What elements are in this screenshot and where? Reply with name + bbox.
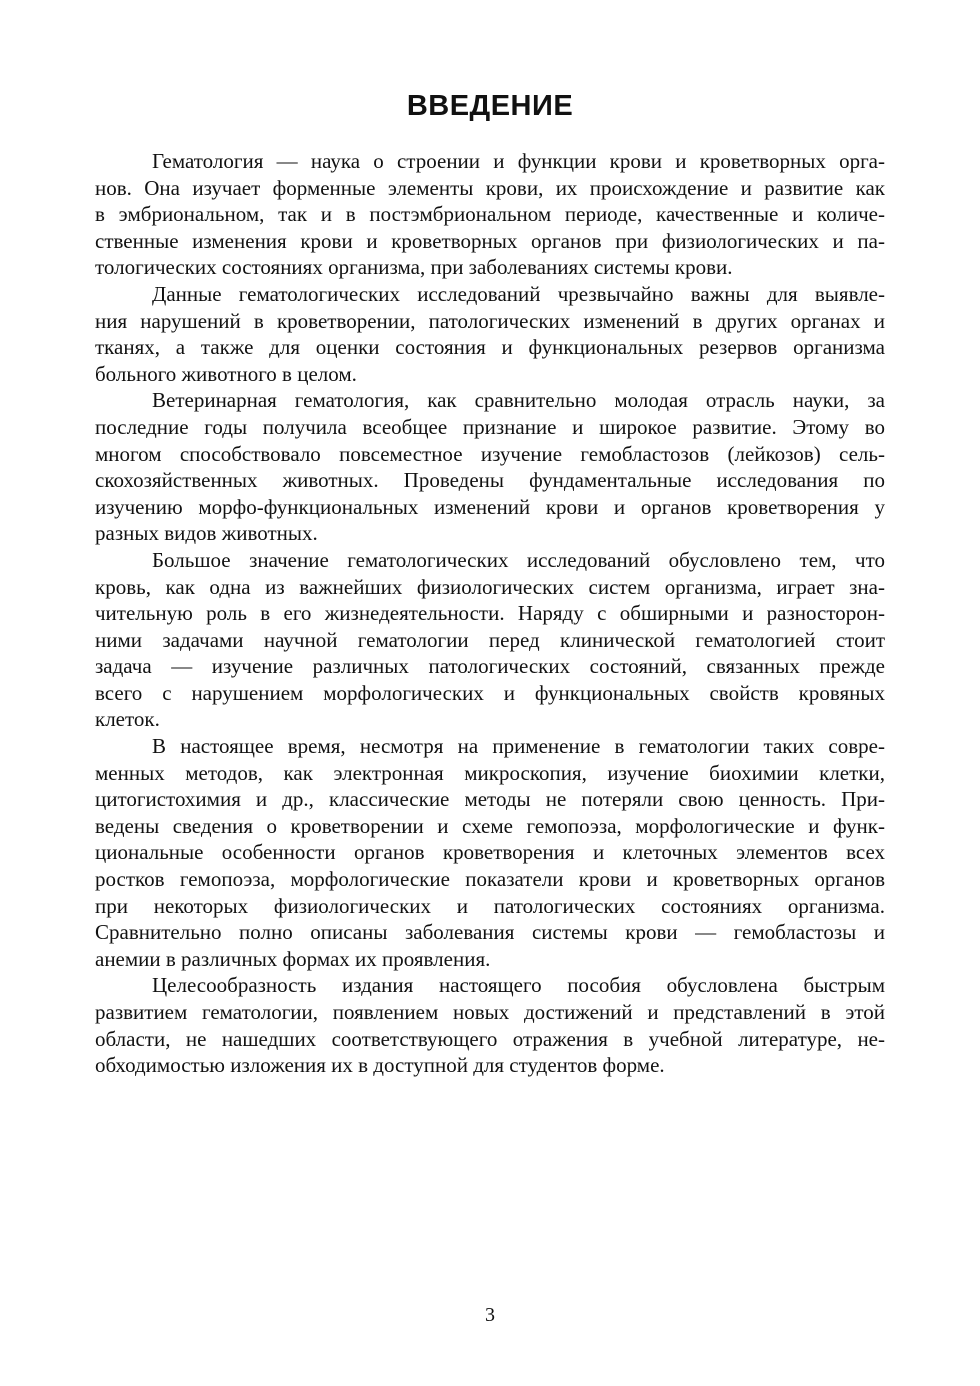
text-line: развитием гематологии, появлением новых достижений и представлений в этой	[95, 1000, 885, 1024]
page-number: 3	[485, 1304, 495, 1326]
text-line: больного животного в целом.	[95, 361, 357, 386]
text-line: нов. Она изучает форменные элементы крови, их происхождение и развитие как	[95, 175, 885, 200]
text-line: клеток.	[95, 707, 160, 732]
text-line: В настоящее время, несмотря на применение в гематологии таких совре-	[152, 734, 885, 759]
text-line: анемии в различных формах их проявления.	[95, 946, 491, 971]
text-line: Ветеринарная гематология, как сравнительно молодая отрасль науки, за	[152, 388, 885, 413]
text-line: цитогистохимия и др., классические методы не потеряли свою ценность. При-	[95, 787, 885, 812]
paragraph	[95, 972, 885, 1078]
text-line: кровь, как одна из важнейших физиологических систем организма, играет зна-	[95, 574, 885, 599]
text-line: Большое значение гематологических исследований обусловлено тем, что	[152, 547, 885, 572]
text-line: тканях, а также для оценки состояния и функциональных резервов организма	[95, 335, 885, 360]
paragraph	[95, 387, 885, 547]
text-line: изучению морфо-функциональных изменений крови и органов кроветворения у	[95, 494, 885, 519]
text-line: тологических состояниях организма, при заболеваниях системы крови.	[95, 255, 733, 280]
body-text	[95, 148, 885, 1079]
text-line: разных видов животных.	[95, 521, 318, 546]
text-line: ния нарушений в кроветворении, патологических изменений в других органах и	[95, 308, 885, 333]
text-line: Гематология — наука о строении и функции крови и кроветворных орга-	[152, 149, 885, 173]
text-line: всего с нарушением морфологических и функциональных свойств кровяных	[95, 680, 885, 705]
text-line: циональные особенности органов кроветворения и клеточных элементов всех	[95, 840, 885, 865]
text-line: ними задачами научной гематологии перед клинической гематологией стоит	[95, 627, 885, 652]
text-line: Сравнительно полно описаны заболевания системы крови — гемобластозы и	[95, 920, 885, 945]
paragraph	[95, 148, 885, 281]
text-line: ственные изменения крови и кроветворных органов при физиологических и па-	[95, 228, 885, 253]
text-line: многом способствовало повсеместное изучение гемобластозов (лейкозов) сель-	[95, 441, 885, 466]
text-line: менных методов, как электронная микроскопия, изучение биохимии клетки,	[95, 760, 885, 785]
paragraph	[95, 547, 885, 733]
text-line: Целесообразность издания настоящего пособия обусловлена быстрым	[152, 973, 885, 998]
paragraph	[95, 733, 885, 972]
text-line: обходимостью изложения их в доступной для студентов форме.	[95, 1053, 665, 1078]
text-line: последние годы получила всеобщее признание и широкое развитие. Этому во	[95, 414, 885, 439]
paragraph	[95, 281, 885, 387]
text-line: в эмбриональном, так и в постэмбриональном периоде, качественные и количе-	[95, 202, 885, 227]
text-line: области, не нашедших соответствующего отражения в учебной литературе, не-	[95, 1026, 885, 1051]
page-title: ВВЕДЕНИЕ	[406, 90, 574, 122]
text-line: скохозяйственных животных. Проведены фундаментальные исследования по	[95, 468, 885, 493]
text-line: Данные гематологических исследований чрезвычайно важны для выявле-	[152, 281, 885, 306]
text-line: при некоторых физиологических и патологических состояниях организма.	[95, 893, 885, 918]
text-line: ведены сведения о кроветворении и схеме гемопоэза, морфологические и функ-	[95, 813, 885, 838]
text-line: чительную роль в его жизнедеятельности. Наряду с обширными и разносторон-	[95, 601, 885, 626]
text-line: задача — изучение различных патологических состояний, связанных прежде	[95, 654, 885, 679]
text-line: ростков гемопоэза, морфологические показатели крови и кроветворных органов	[95, 867, 885, 892]
